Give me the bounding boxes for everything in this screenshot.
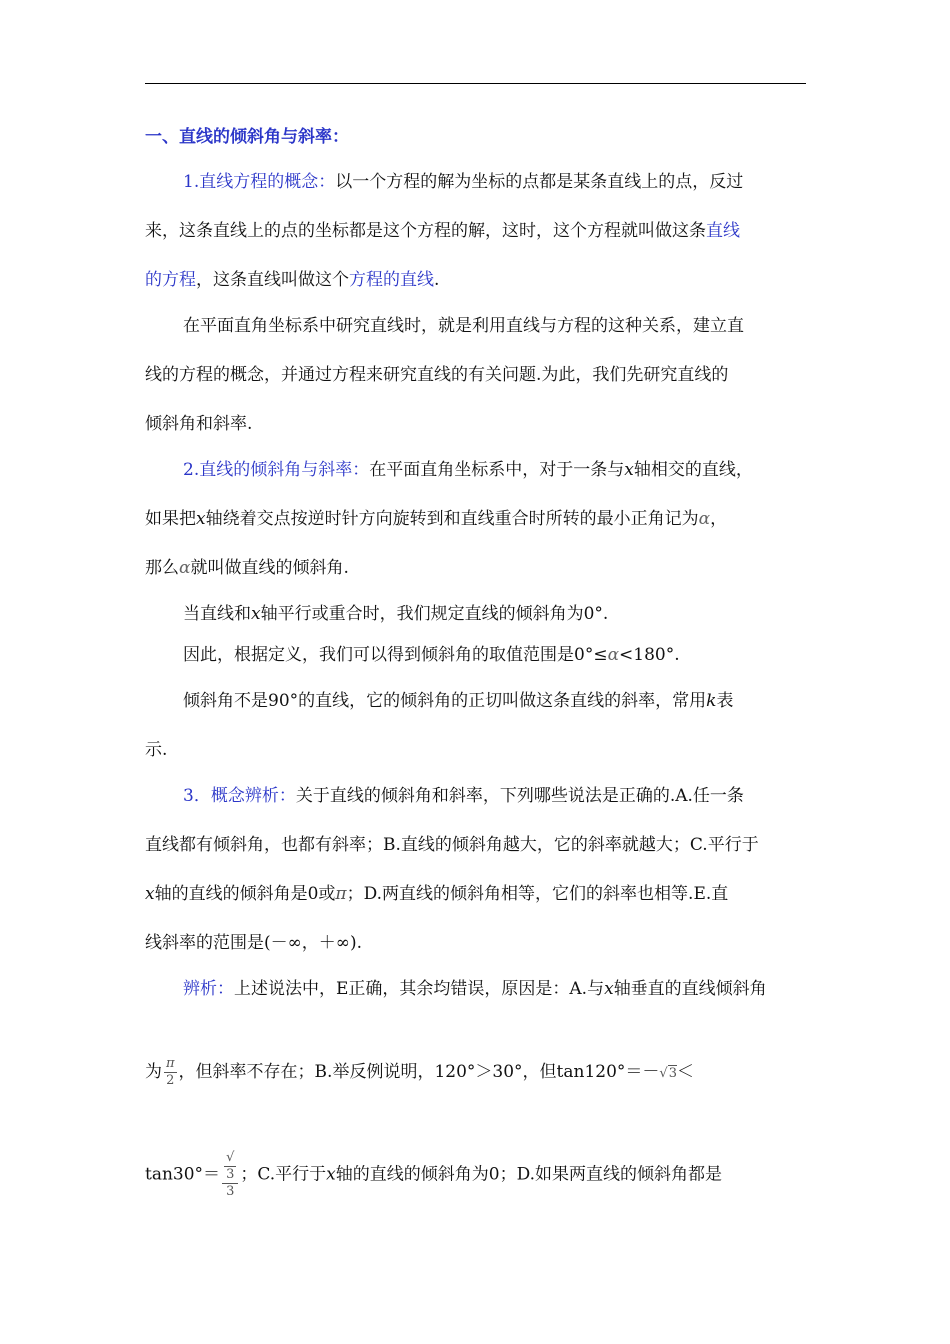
analysis-text-2c: ＜ xyxy=(676,1062,694,1082)
p3-text-b2: <180°. xyxy=(619,645,680,665)
s2-line-3 xyxy=(145,556,810,580)
sqrt3-radicand: 3 xyxy=(224,1166,236,1183)
analysis-text-3c: 轴的直线的倾斜角为0；D.如果两直线的倾斜角都是 xyxy=(335,1164,723,1185)
s2-text-3b: 就叫做直线的倾斜角. xyxy=(190,558,349,578)
p2-line-1 xyxy=(183,314,813,338)
p3-text-a1: 当直线和 xyxy=(183,604,251,624)
s1-line-3 xyxy=(145,268,810,292)
analysis-text-3a: tan30°＝ xyxy=(145,1164,221,1185)
s3-text-3c: ；D.两直线的倾斜角相等，它们的斜率也相等.E.直 xyxy=(346,884,729,904)
fraction-numerator: π xyxy=(166,1056,175,1071)
s3-line-2 xyxy=(145,833,810,857)
fraction-denominator: 2 xyxy=(166,1073,175,1088)
s2-text-2c: ， xyxy=(710,509,728,529)
s2-line-1 xyxy=(183,458,813,482)
x-variable: x xyxy=(196,509,206,529)
p3-line-1 xyxy=(183,602,813,626)
pi-over-2-fraction xyxy=(164,1056,177,1089)
x-variable: x xyxy=(604,979,614,999)
x-variable: x xyxy=(251,604,261,624)
x-variable: x xyxy=(326,1164,336,1185)
p2-line-2 xyxy=(145,363,810,387)
s2-text-2a: 如果把 xyxy=(145,509,196,529)
k-variable: k xyxy=(706,691,717,711)
analysis-text-3b: ；C.平行于 xyxy=(240,1164,327,1185)
s2-line-2 xyxy=(145,507,810,531)
s1-text-3: ，这条直线叫做这个 xyxy=(196,270,349,290)
s3-line-3 xyxy=(145,882,810,906)
p3-text-c2: 表 xyxy=(716,691,734,711)
analysis-text-2a: 为 xyxy=(145,1062,162,1082)
sqrt3-radicand: 3 xyxy=(668,1066,677,1081)
s1-term: 1.直线方程的概念： xyxy=(183,172,336,192)
analysis-line-1 xyxy=(183,977,813,1001)
s1-term-equation: 的方程 xyxy=(145,270,196,290)
s1-text-2: 来，这条直线上的点的坐标都是这个方程的解，这时，这个方程就叫做这条 xyxy=(145,221,706,241)
s1-line-1 xyxy=(183,170,813,194)
x-variable: x xyxy=(624,460,634,480)
s1-term-line-of-eq: 方程的直线 xyxy=(349,270,434,290)
p3-line-4 xyxy=(145,738,810,762)
p3-text-b1: 因此，根据定义，我们可以得到倾斜角的取值范围是0°≤ xyxy=(183,645,608,665)
analysis-line-2 xyxy=(145,1055,810,1091)
s3-text-3b: 轴的直线的倾斜角是0或 xyxy=(154,884,336,904)
s2-text-1b: 轴相交的直线， xyxy=(633,460,753,480)
p2-text-2: 线的方程的概念，并通过方程来研究直线的有关问题.为此，我们先研究直线的 xyxy=(145,365,729,385)
alpha-symbol: α xyxy=(607,645,620,665)
s1-text-3-end: . xyxy=(434,270,440,290)
s2-text-3a: 那么 xyxy=(145,558,179,578)
s3-text-4: 线斜率的范围是(－∞，＋∞). xyxy=(145,933,362,953)
section-heading xyxy=(145,125,810,149)
header-rule xyxy=(145,83,806,84)
analysis-text-1b: 轴垂直的直线倾斜角 xyxy=(613,979,767,999)
p2-text-3: 倾斜角和斜率. xyxy=(145,414,253,434)
analysis-term: 辨析： xyxy=(183,979,234,999)
s3-line-4 xyxy=(145,931,810,955)
pi-symbol: π xyxy=(335,884,347,904)
analysis-text-1a: 上述说法中，E正确，其余均错误，原因是：A.与 xyxy=(234,979,605,999)
x-variable: x xyxy=(145,884,155,904)
sqrt3-over-3-fraction xyxy=(222,1150,238,1200)
s3-line-1 xyxy=(183,784,813,808)
s1-term-line: 直线 xyxy=(706,221,740,241)
fraction-numerator xyxy=(222,1150,238,1184)
heading-text: 一、直线的倾斜角与斜率： xyxy=(145,127,349,147)
s3-text-2: 直线都有倾斜角，也都有斜率；B.直线的倾斜角越大，它的斜率就越大；C.平行于 xyxy=(145,835,759,855)
analysis-text-2b: ，但斜率不存在；B.举反例说明，120°＞30°，但tan120°＝－ xyxy=(178,1062,660,1082)
s3-term: 3．概念辨析： xyxy=(183,786,296,806)
sqrt-sign: √ xyxy=(659,1066,668,1081)
s2-text-1a: 在平面直角坐标系中，对于一条与 xyxy=(369,460,625,480)
p3-text-c3: 示. xyxy=(145,740,168,760)
s2-text-2b: 轴绕着交点按逆时针方向旋转到和直线重合时所转的最小正角记为 xyxy=(205,509,699,529)
s2-term: 2.直线的倾斜角与斜率： xyxy=(183,460,370,480)
p3-line-3 xyxy=(183,689,813,713)
analysis-line-3 xyxy=(145,1150,810,1200)
sqrt-sign: √ xyxy=(226,1150,235,1165)
p2-text-1: 在平面直角坐标系中研究直线时，就是利用直线与方程的这种关系，建立直 xyxy=(183,316,744,336)
s1-line-2 xyxy=(145,219,810,243)
s1-text-1: 以一个方程的解为坐标的点都是某条直线上的点，反过 xyxy=(335,172,744,192)
fraction-denominator: 3 xyxy=(226,1184,235,1199)
s3-text-1: 关于直线的倾斜角和斜率，下列哪些说法是正确的.A.任一条 xyxy=(295,786,744,806)
alpha-symbol: α xyxy=(179,558,191,578)
p3-text-c1: 倾斜角不是90°的直线，它的倾斜角的正切叫做这条直线的斜率，常用 xyxy=(183,691,707,711)
p2-line-3 xyxy=(145,412,810,436)
p3-line-2 xyxy=(183,643,813,667)
p3-text-a2: 轴平行或重合时，我们规定直线的倾斜角为0°. xyxy=(260,604,609,624)
alpha-symbol: α xyxy=(698,509,711,529)
